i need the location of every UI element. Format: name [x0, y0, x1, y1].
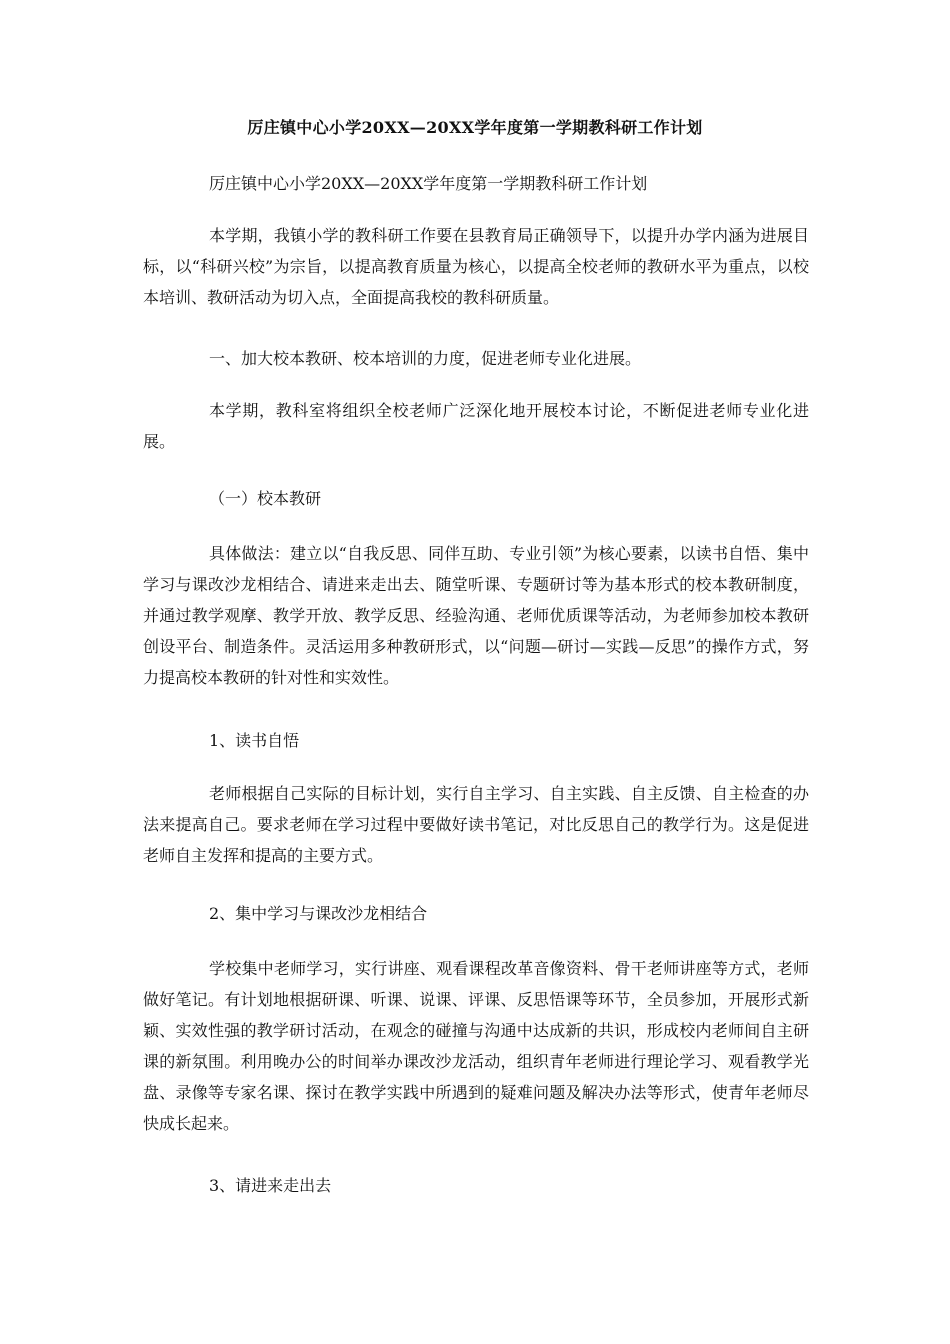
paragraph-study-salon: 学校集中老师学习，实行讲座、观看课程改革音像资料、骨干老师讲座等方式，老师做好笔记。有计划地根据研课、听课、说课、评课、反思悟课等环节，全员参加，开展形式新颖、实效性强的教学研讨活动，在观念的碰撞与沟通中达成新的共识，形成校内老师间自主研课的新氛围。利用晚办公的时间举办课改沙龙活动，组织青年老师进行理论学习、观看教学光盘、录像等专家名课、探讨在教学实践中所遇到的疑难问题及解决办法等形式，使青年老师尽快成长起来。 — [143, 959, 809, 1133]
section-heading-1: 一、加大校本教研、校本培训的力度，促进老师专业化进展。 — [209, 349, 642, 368]
paragraph-section-1: 本学期，教科室将组织全校老师广泛深化地开展校本讨论，不断促进老师专业化进展。 — [143, 401, 809, 451]
paragraph-subtitle: 厉庄镇中心小学20XX—20XX学年度第一学期教科研工作计划 — [209, 174, 648, 193]
subsection-heading-school-research: （一）校本教研 — [209, 489, 322, 508]
item-heading-study-salon: 2、集中学习与课改沙龙相结合 — [209, 904, 428, 923]
item-heading-invite-go-out: 3、请进来走出去 — [209, 1176, 332, 1195]
document-title: 厉庄镇中心小学20XX—20XX学年度第一学期教科研工作计划 — [247, 118, 703, 137]
item-heading-reading: 1、读书自悟 — [209, 731, 300, 750]
paragraph-reading: 老师根据自己实际的目标计划，实行自主学习、自主实践、自主反馈、自主检查的办法来提高自己。要求老师在学习过程中要做好读书笔记，对比反思自己的教学行为。这是促进老师自主发挥和提高的主要方式。 — [143, 784, 809, 865]
paragraph-method: 具体做法：建立以“自我反思、同伴互助、专业引领”为核心要素，以读书自悟、集中学习与课改沙龙相结合、请进来走出去、随堂听课、专题研讨等为基本形式的校本教研制度，并通过教学观摩、教学开放、教学反思、经验沟通、老师优质课等活动，为老师参加校本教研创设平台、制造条件。灵活运用多种教研形式，以“问题—研讨—实践—反思”的操作方式，努力提高校本教研的针对性和实效性。 — [143, 544, 809, 687]
paragraph-intro: 本学期，我镇小学的教科研工作要在县教育局正确领导下，以提升办学内涵为进展目标，以“科研兴校”为宗旨，以提高教育质量为核心，以提高全校老师的教研水平为重点，以校本培训、教研活动为切入点，全面提高我校的教科研质量。 — [143, 226, 809, 307]
